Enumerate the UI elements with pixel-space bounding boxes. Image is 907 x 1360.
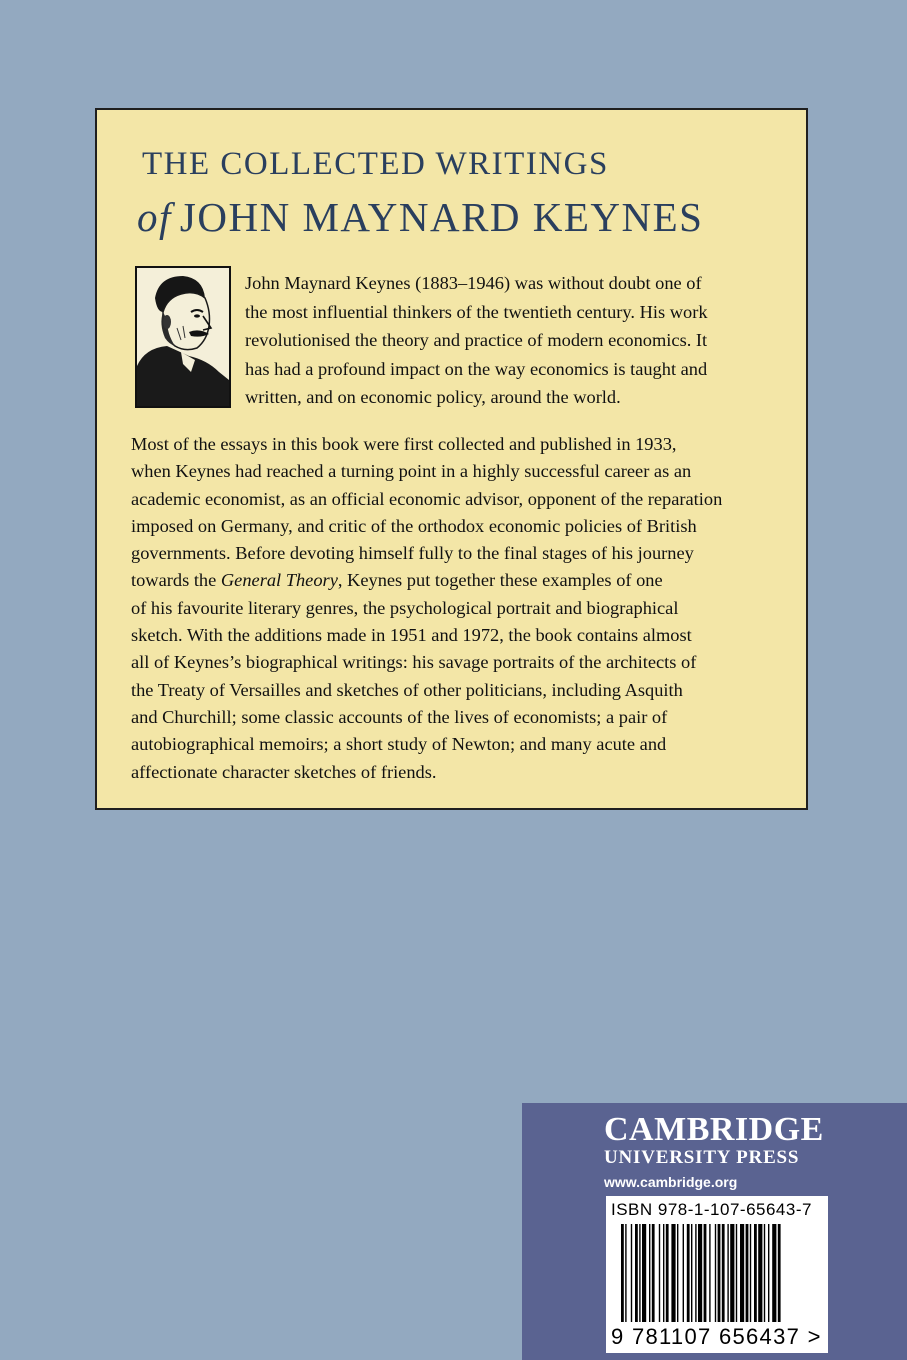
- body-text-fragment: , Keynes put together these examples of one: [337, 570, 663, 591]
- series-of: of: [137, 194, 172, 240]
- intro-line: the most influential thinkers of the twentieth century. His work: [245, 301, 708, 322]
- publisher-name: CAMBRIDGE: [604, 1111, 824, 1148]
- description-panel: [95, 108, 808, 810]
- body-line: the Treaty of Versailles and sketches of other politicians, including Asquith: [131, 679, 683, 700]
- isbn-label: ISBN 978-1-107-65643-7: [611, 1200, 812, 1219]
- body-line: of his favourite literary genres, the psychological portrait and biographical: [131, 597, 679, 618]
- body-line: Most of the essays in this book were first collected and published in 1933,: [131, 434, 677, 454]
- intro-line: revolutionised the theory and practice of modern economics. It: [245, 330, 708, 351]
- body-line: academic economist, as an official economic advisor, opponent of the reparation: [131, 488, 723, 509]
- barcode-box: [606, 1196, 828, 1353]
- barcode-icon: [611, 1224, 823, 1324]
- body-paragraph: [131, 431, 811, 786]
- body-line: affectionate character sketches of friends.: [131, 761, 437, 782]
- body-line: autobiographical memoirs; a short study of Newton; and many acute and: [131, 734, 667, 755]
- barcode-digits: 9 781107 656437 >: [611, 1324, 822, 1349]
- intro-line: John Maynard Keynes (1883–1946) was without doubt one of: [245, 273, 702, 293]
- body-line: imposed on Germany, and critic of the orthodox economic policies of British: [131, 515, 697, 536]
- series-name: JOHN MAYNARD KEYNES: [179, 194, 704, 240]
- body-line: all of Keynes’s biographical writings: his savage portraits of the architects of: [131, 652, 697, 673]
- book-title-general-theory: General Theory: [220, 570, 338, 591]
- series-title: THE COLLECTED WRITINGS: [142, 146, 609, 182]
- intro-line: written, and on economic policy, around the world.: [245, 387, 621, 408]
- keynes-portrait: [135, 266, 231, 408]
- body-line: when Keynes had reached a turning point in a highly successful career as an: [131, 461, 692, 482]
- publisher-subtitle: UNIVERSITY PRESS: [604, 1147, 800, 1168]
- publisher-block: [522, 1103, 907, 1360]
- intro-paragraph: [245, 269, 805, 412]
- body-line: and Churchill; some classic accounts of the lives of economists; a pair of: [131, 706, 668, 727]
- body-line: sketch. With the additions made in 1951 and 1972, the book contains almost: [131, 625, 692, 646]
- series-name-line: [137, 193, 704, 241]
- body-line: [131, 567, 811, 594]
- body-line: governments. Before devoting himself fully to the final stages of his journey: [131, 543, 694, 564]
- intro-line: has had a profound impact on the way economics is taught and: [245, 358, 708, 379]
- publisher-url[interactable]: www.cambridge.org: [604, 1174, 738, 1190]
- body-text-fragment: towards the: [131, 570, 221, 591]
